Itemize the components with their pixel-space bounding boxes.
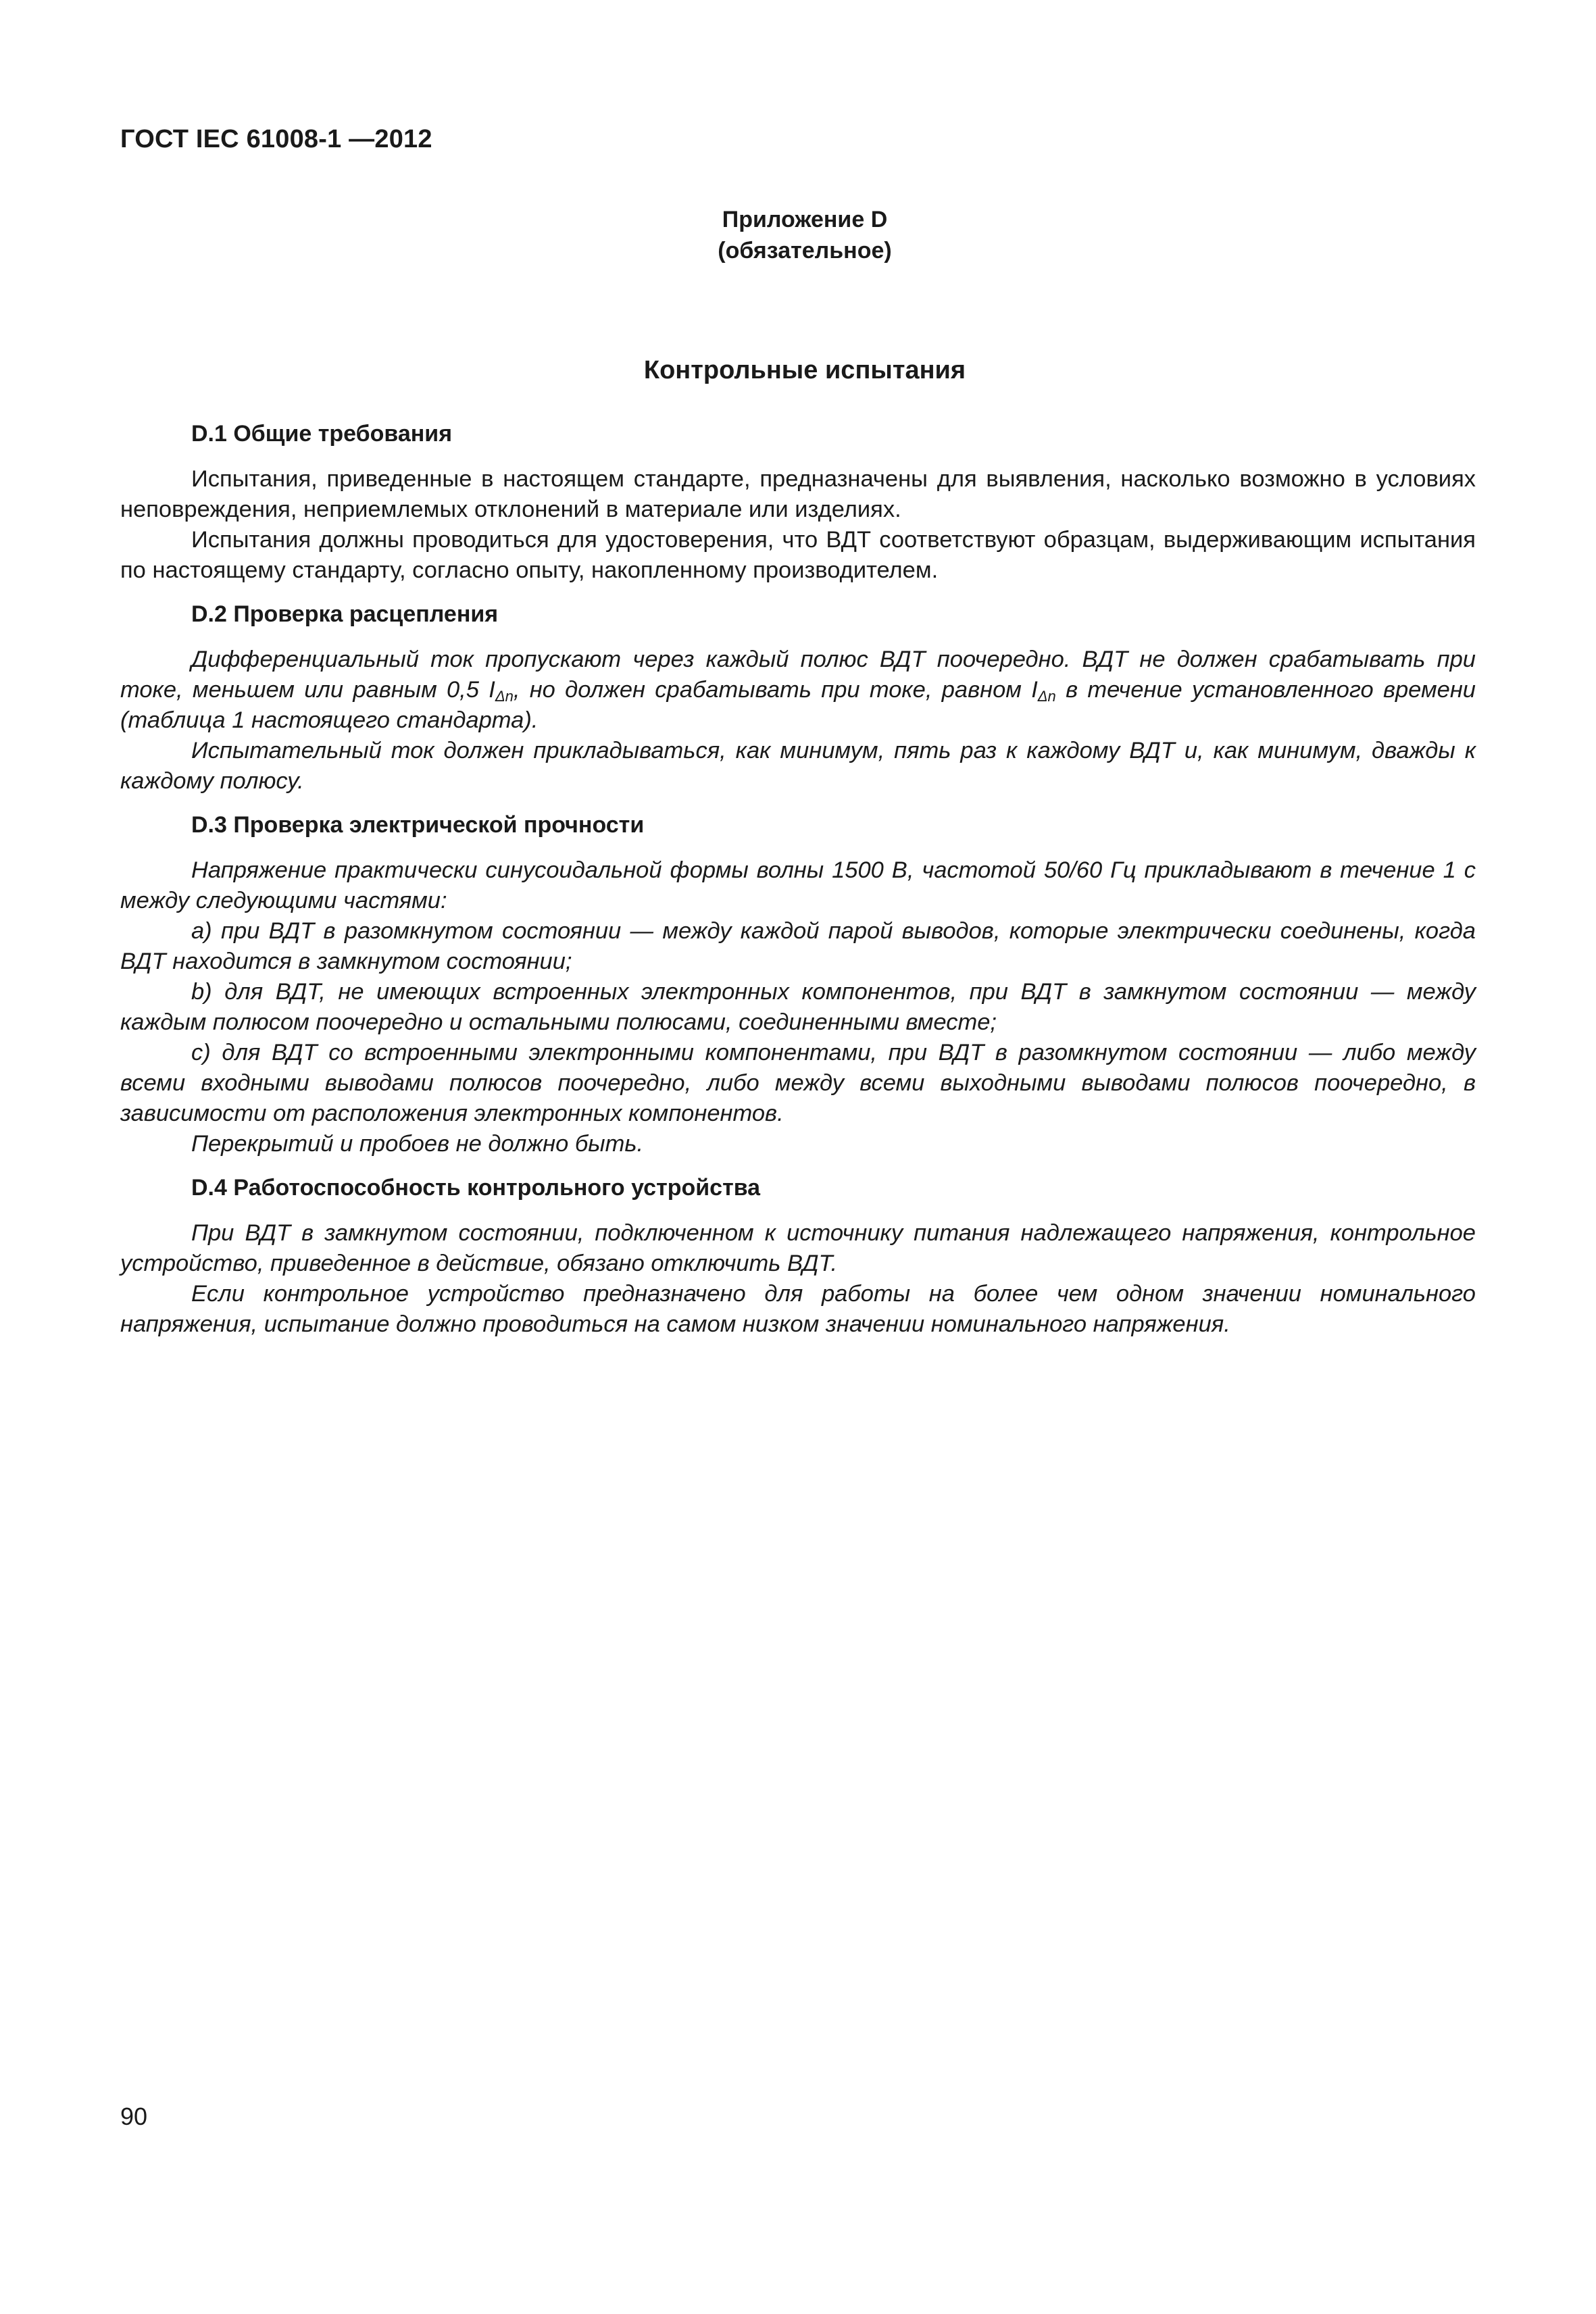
list-item: a) при ВДТ в разомкнутом состоянии — между каждой парой выводов, которые электрически соединены, когда ВДТ находится в замкнутом состоянии; — [120, 918, 1476, 974]
paragraph: Испытательный ток должен прикладываться, как минимум, пять раз к каждому ВДТ и, как минимум, дважды к каждому полюсу. — [120, 738, 1476, 794]
page-number: 90 — [120, 2103, 148, 2130]
paragraph-text: , но должен срабатывать при токе, равном I — [513, 677, 1038, 703]
list-item: c) для ВДТ со встроенными электронными компонентами, при ВДТ в разомкнутом состоянии — либо между всеми входными выводами полюсов поочередно, либо между всеми выходными выводами полюсов поочередно, в зависимости от расположения электронных компонентов. — [120, 1040, 1476, 1126]
paragraph: При ВДТ в замкнутом состоянии, подключенном к источнику питания надлежащего напряжения, контрольное устройство, приведенное в действие, обязано отключить ВДТ. — [120, 1220, 1476, 1276]
section-heading: D.4 Работоспособность контрольного устройства — [191, 1175, 761, 1201]
annex-header — [0, 204, 1596, 266]
paragraph: Испытания, приведенные в настоящем стандарте, предназначены для выявления, насколько возможно в условиях неповреждения, неприемлемых отклонений в материале или изделиях. — [120, 466, 1476, 522]
section-d3 — [120, 810, 1476, 1159]
annex-status: (обязательное) — [718, 238, 892, 263]
section-heading: D.1 Общие требования — [191, 421, 453, 447]
paragraph-text: в течение установленного времени (таблица 1 настоящего стандарта). — [120, 677, 1476, 733]
main-title: Контрольные испытания — [643, 356, 966, 384]
subscript: Δn — [1037, 688, 1056, 705]
section-heading: D.3 Проверка электрической прочности — [191, 812, 645, 838]
paragraph-text: Дифференциальный ток пропускают через каждый полюс ВДТ поочередно. ВДТ не должен срабатывать при токе, меньшем или равным 0,5 I — [120, 647, 1476, 703]
paragraph: Испытания должны проводиться для удостоверения, что ВДТ соответствуют образцам, выдерживающим испытания по настоящему стандарту, согласно опыту, накопленному производителем. — [120, 527, 1476, 583]
section-d1 — [120, 419, 1476, 586]
section-d2 — [120, 599, 1476, 797]
paragraph: Если контрольное устройство предназначено для работы на более чем одном значении номинального напряжения, испытание должно проводиться на самом низком значении номинального напряжения. — [120, 1281, 1476, 1337]
paragraph — [120, 645, 1476, 736]
list-item: b) для ВДТ, не имеющих встроенных электронных компонентов, при ВДТ в замкнутом состоянии — между каждым полюсом поочередно и остальными полюсами, соединенными вместе; — [120, 979, 1476, 1035]
subscript: Δn — [495, 688, 514, 705]
section-d4 — [120, 1173, 1476, 1340]
section-heading: D.2 Проверка расцепления — [191, 601, 499, 627]
document-body — [120, 419, 1476, 1340]
paragraph: Перекрытий и пробоев не должно быть. — [191, 1131, 644, 1157]
paragraph: Напряжение практически синусоидальной формы волны 1500 В, частотой 50/60 Гц прикладывают в течение 1 с между следующими частями: — [120, 857, 1476, 913]
document-code: ГОСТ IEC 61008-1 —2012 — [120, 125, 432, 153]
annex-title: Приложение D — [722, 207, 888, 232]
